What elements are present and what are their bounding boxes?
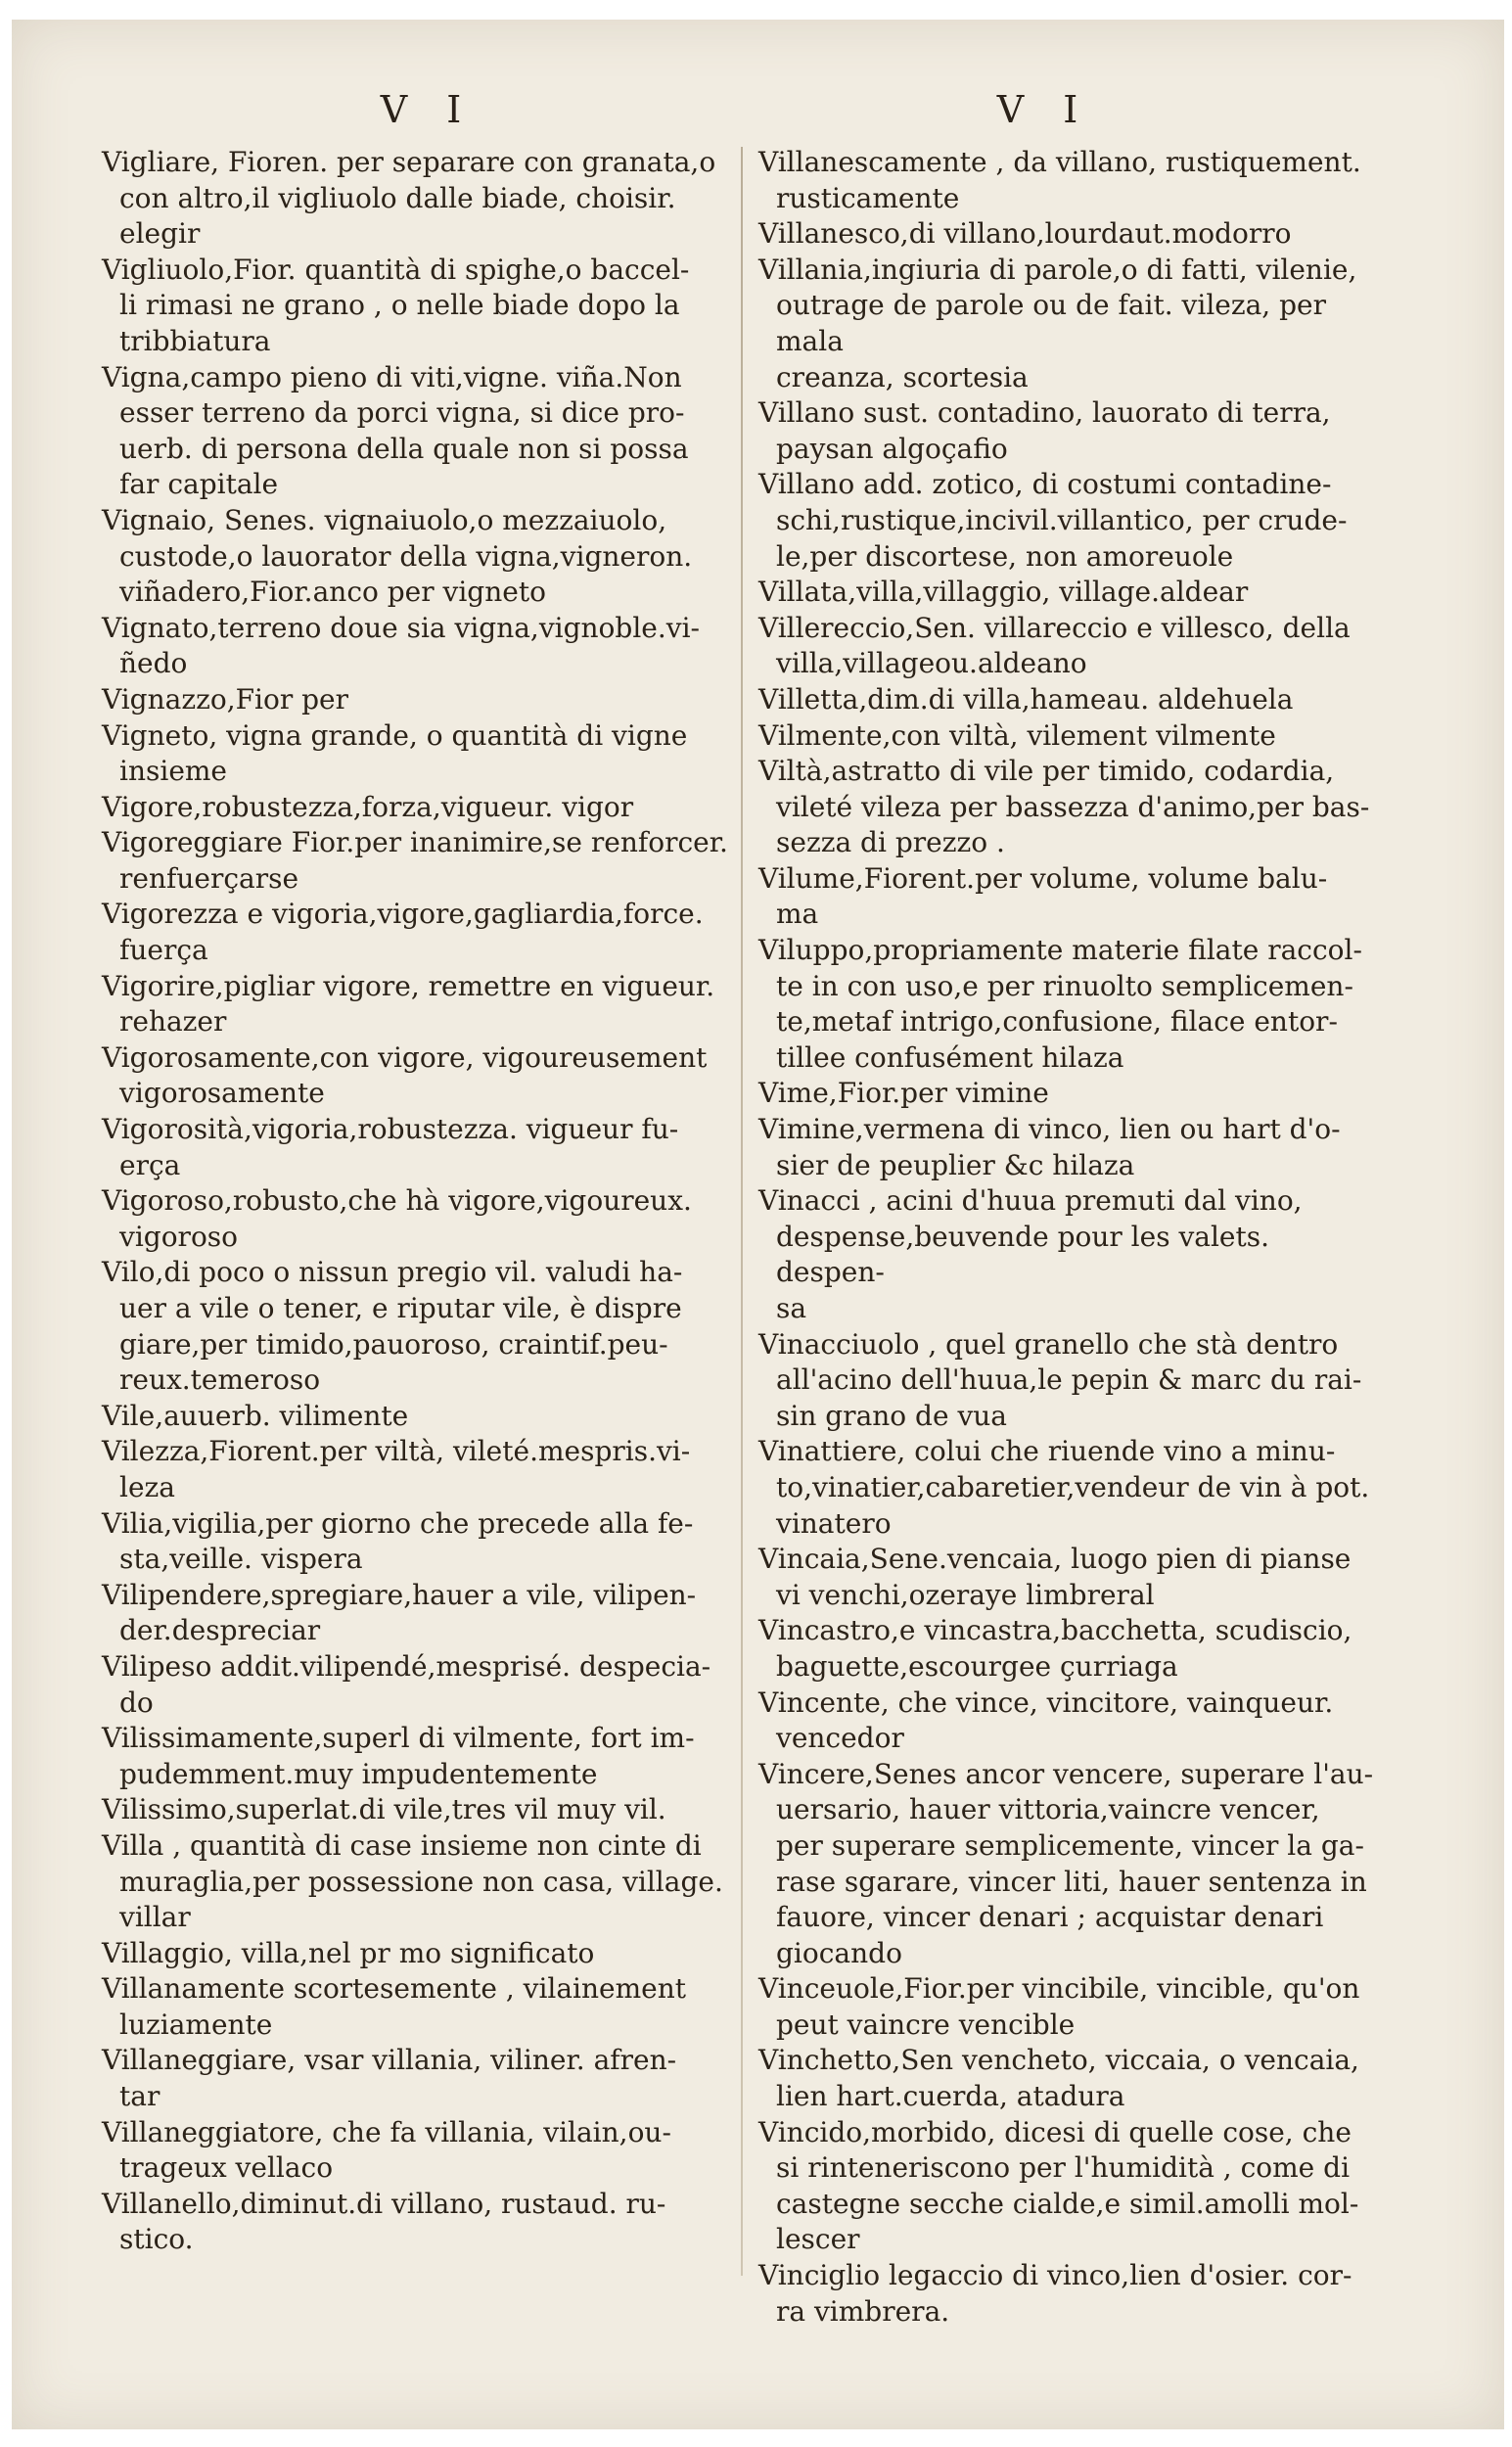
left-column [102, 145, 728, 2258]
entry-continuation: ñedo [119, 647, 188, 680]
entry-continuation: vinatero [776, 1506, 892, 1540]
entry-continuation: muraglia,per possessione non casa, village. [119, 1865, 723, 1898]
dictionary-entry [758, 467, 1385, 575]
entry-headline: Villanesco,di villano,lourdaut.modorro [758, 217, 1292, 251]
entry-headline: Vigliuolo,Fior. quantità di spighe,o baccel- [102, 253, 690, 286]
entry-continuation: der.despreciar [119, 1614, 321, 1647]
entry-headline: Vignazzo,Fior per [102, 682, 348, 716]
entry-continuation: sier de peuplier &c hilaza [776, 1148, 1135, 1181]
dictionary-entry [758, 682, 1385, 718]
dictionary-entry [102, 1434, 728, 1505]
entry-continuation: vigoroso [119, 1220, 239, 1253]
entry-continuation: li rimasi ne grano , o nelle biade dopo la [119, 289, 680, 322]
entry-continuation: custode,o lauorator della vigna,vigneron. [119, 539, 693, 573]
dictionary-entry [758, 1613, 1385, 1685]
entry-continuation: villar [119, 1901, 191, 1934]
dictionary-entry [102, 1399, 728, 1435]
dictionary-entry [102, 2187, 728, 2258]
dictionary-entry [102, 145, 728, 253]
dictionary-entry [758, 754, 1385, 861]
page-header-right: V I [996, 88, 1092, 131]
entry-headline: Vigore,robustezza,forza,vigueur. vigor [102, 790, 634, 823]
dictionary-entry [758, 861, 1385, 933]
entry-headline: Vigorezza e vigoria,vigore,gagliardia,force. [102, 898, 704, 931]
entry-headline: Villaggio, villa,nel pr mo significato [102, 1936, 595, 1969]
entry-continuation: schi,rustique,incivil.villantico, per crude- [776, 503, 1348, 536]
entry-headline: Vigoroso,robusto,che hà vigore,vigoureux. [102, 1184, 692, 1218]
dictionary-entry [102, 1183, 728, 1255]
dictionary-entry [758, 1685, 1385, 1757]
dictionary-entry [102, 2115, 728, 2187]
entry-continuation: esser terreno da porci vigna, si dice pro- [119, 396, 685, 430]
entry-headline: Vinciglio legaccio di vinco,lien d'osier. cor- [758, 2259, 1352, 2292]
dictionary-entry [758, 2258, 1385, 2330]
dictionary-entry [758, 2115, 1385, 2258]
entry-continuation: stico. [119, 2223, 194, 2256]
entry-continuation: vileté vileza per bassezza d'animo,per bas- [776, 790, 1370, 823]
entry-continuation: si rinteneriscono per l'humidità , come di [776, 2151, 1351, 2185]
dictionary-entry [102, 1936, 728, 1972]
dictionary-entry [102, 253, 728, 360]
dictionary-entry [758, 718, 1385, 755]
entry-continuation: do [119, 1685, 154, 1719]
entry-continuation: uersario, hauer vittoria,vaincre vencer, [776, 1793, 1320, 1826]
entry-continuation: giare,per timido,pauoroso, craintif.peu- [119, 1327, 668, 1361]
entry-continuation: elegir [119, 217, 201, 251]
right-column [758, 145, 1385, 2330]
entry-continuation: con altro,il vigliuolo dalle biade, choisir. [119, 181, 676, 214]
entry-headline: Vincaia,Sene.vencaia, luogo pien di pianse [758, 1543, 1352, 1576]
entry-headline: Villata,villa,villaggio, village.aldear [758, 576, 1249, 609]
entry-continuation: ma [776, 898, 819, 931]
entry-headline: Villa , quantità di case insieme non cinte di [102, 1828, 702, 1862]
entry-continuation: to,vinatier,cabaretier,vendeur de vin à pot. [776, 1470, 1370, 1503]
entry-headline: Villano sust. contadino, lauorato di terra, [758, 396, 1331, 430]
dictionary-entry [758, 1076, 1385, 1112]
entry-headline: Villereccio,Sen. villareccio e villesco, della [758, 611, 1351, 644]
entry-continuation: te in con uso,e per rinuolto semplicemen- [776, 969, 1353, 1002]
entry-headline: Villaneggiare, vsar villania, viliner. afren- [102, 2044, 677, 2077]
entry-headline: Vinacciuolo , quel granello che stà dentro [758, 1327, 1339, 1361]
dictionary-entry [758, 1542, 1385, 1613]
dictionary-entry [758, 2043, 1385, 2114]
entry-headline: Vinchetto,Sen vencheto, viccaia, o vencaia, [758, 2044, 1359, 2077]
dictionary-entry [102, 1792, 728, 1828]
dictionary-entry [102, 1040, 728, 1112]
entry-headline: Vile,auuerb. vilimente [102, 1399, 409, 1432]
entry-headline: Villetta,dim.di villa,hameau. aldehuela [758, 682, 1294, 716]
entry-continuation: rehazer [119, 1005, 227, 1039]
entry-continuation: lien hart.cuerda, atadura [776, 2080, 1125, 2113]
entry-headline: Vimine,vermena di vinco, lien ou hart d'o- [758, 1113, 1341, 1146]
entry-headline: Vilipendere,spregiare,hauer a vile, vilipen- [102, 1578, 697, 1611]
entry-headline: Vincido,morbido, dicesi di quelle cose, che [758, 2115, 1352, 2148]
entry-continuation: all'acino dell'huua,le pepin & marc du rai- [776, 1363, 1362, 1397]
entry-headline: Vigorosamente,con vigore, vigoureusement [102, 1040, 708, 1074]
entry-headline: Vilo,di poco o nissun pregio vil. valudi ha- [102, 1256, 683, 1289]
entry-continuation: per superare semplicemente, vincer la ga- [776, 1828, 1364, 1862]
dictionary-entry [102, 1578, 728, 1649]
entry-headline: Vinceuole,Fior.per vincibile, vincible, qu'on [758, 1972, 1360, 2006]
entry-continuation: ra vimbrera. [776, 2294, 950, 2328]
entry-continuation: rase sgarare, vincer liti, hauer sentenza in [776, 1865, 1367, 1898]
dictionary-entry [102, 790, 728, 826]
dictionary-entry [102, 1971, 728, 2043]
entry-headline: Vigliare, Fioren. per separare con granata,o [102, 146, 716, 178]
entry-headline: Vigna,campo pieno di viti,vigne. viña.Non [102, 360, 682, 393]
entry-headline: Vilmente,con viltà, vilement vilmente [758, 718, 1276, 752]
entry-headline: Vignaio, Senes. vignaiuolo,o mezzaiuolo, [102, 503, 667, 536]
dictionary-entry [102, 718, 728, 790]
entry-continuation: uer a vile o tener, e riputar vile, è dispre [119, 1292, 682, 1324]
entry-headline: Villaneggiatore, che fa villania, vilain,ou- [102, 2115, 671, 2148]
entry-continuation: sta,veille. vispera [119, 1543, 363, 1576]
dictionary-entry [758, 1971, 1385, 2043]
dictionary-entry [102, 897, 728, 968]
entry-continuation: viñadero,Fior.anco per vigneto [119, 576, 546, 609]
column-divider [741, 147, 743, 2276]
dictionary-entry [758, 145, 1385, 216]
entry-continuation: creanza, scortesia [776, 360, 1029, 393]
entry-headline: Vignato,terreno doue sia vigna,vignoble.vi- [102, 611, 700, 644]
entry-continuation: despense,beuvende pour les valets. despen- [776, 1220, 1270, 1289]
entry-continuation: tribbiatura [119, 324, 271, 357]
entry-continuation: renfuerçarse [119, 861, 299, 895]
dictionary-entry [758, 1757, 1385, 1972]
entry-continuation: insieme [119, 755, 228, 788]
dictionary-entry [102, 360, 728, 503]
entry-continuation: peut vaincre vencible [776, 2008, 1076, 2041]
entry-continuation: sezza di prezzo . [776, 826, 1005, 859]
entry-continuation: paysan algoçafio [776, 432, 1008, 465]
dictionary-entry [102, 825, 728, 897]
entry-headline: Villania,ingiuria di parole,o di fatti, vilenie, [758, 253, 1357, 286]
entry-continuation: tillee confusément hilaza [776, 1040, 1124, 1074]
dictionary-entry [758, 395, 1385, 467]
entry-headline: Vinattiere, colui che riuende vino a minu- [758, 1435, 1336, 1468]
dictionary-entry [102, 1721, 728, 1792]
entry-headline: Vincere,Senes ancor vencere, superare l'au- [758, 1757, 1374, 1790]
dictionary-entry [102, 1112, 728, 1183]
entry-continuation: sin grano de vua [776, 1399, 1007, 1432]
entry-headline: Vigorire,pigliar vigore, remettre en vigueur. [102, 969, 715, 1002]
entry-headline: Vigorosità,vigoria,robustezza. vigueur fu- [102, 1113, 679, 1146]
entry-continuation: fauore, vincer denari ; acquistar denari [776, 1901, 1324, 1934]
dictionary-entry [758, 1112, 1385, 1183]
entry-continuation: pudemment.muy impudentemente [119, 1757, 598, 1790]
dictionary-entry [102, 611, 728, 682]
dictionary-entry [102, 1649, 728, 1721]
entry-headline: Vigneto, vigna grande, o quantità di vigne [102, 718, 688, 752]
dictionary-entry [102, 682, 728, 718]
entry-continuation: fuerça [119, 934, 208, 967]
entry-headline: Vime,Fior.per vimine [758, 1077, 1049, 1110]
entry-continuation: leza [119, 1470, 175, 1503]
entry-continuation: erça [119, 1148, 181, 1181]
page-header-left: V I [380, 88, 476, 131]
entry-continuation: vi venchi,ozeraye limbreral [776, 1578, 1155, 1611]
entry-continuation: vencedor [776, 1722, 904, 1755]
book-page [12, 20, 1504, 2429]
dictionary-entry [102, 1506, 728, 1578]
dictionary-entry [758, 1327, 1385, 1435]
dictionary-entry [758, 216, 1385, 253]
entry-headline: Villanamente scortesemente , vilainement [102, 1972, 687, 2006]
entry-headline: Villano add. zotico, di costumi contadine- [758, 468, 1332, 501]
entry-headline: Vigoreggiare Fior.per inanimire,se renforcer. [102, 826, 728, 859]
entry-headline: Viluppo,propriamente materie filate raccol- [758, 934, 1362, 967]
dictionary-entry [758, 253, 1385, 395]
dictionary-entry [102, 969, 728, 1040]
dictionary-entry [102, 1828, 728, 1936]
entry-headline: Vincente, che vince, vincitore, vainqueur. [758, 1685, 1334, 1719]
entry-continuation: reux.temeroso [119, 1363, 321, 1397]
entry-continuation: uerb. di persona della quale non si possa [119, 432, 689, 465]
dictionary-entry [758, 933, 1385, 1076]
entry-continuation: outrage de parole ou de fait. vileza, per mala [776, 289, 1326, 357]
entry-headline: Vinacci , acini d'huua premuti dal vino, [758, 1184, 1303, 1218]
entry-continuation: baguette,escourgee çurriaga [776, 1649, 1178, 1683]
entry-headline: Vilissimamente,superl di vilmente, fort im- [102, 1722, 695, 1755]
entry-headline: Vilissimo,superlat.di vile,tres vil muy vil. [102, 1793, 666, 1826]
entry-continuation: villa,villageou.aldeano [776, 647, 1087, 680]
entry-continuation: tar [119, 2080, 160, 2113]
dictionary-entry [758, 611, 1385, 682]
dictionary-entry [102, 2043, 728, 2114]
entry-continuation: le,per discortese, non amoreuole [776, 539, 1234, 573]
dictionary-entry [758, 1434, 1385, 1542]
entry-headline: Villanescamente , da villano, rustiquement. [758, 146, 1361, 178]
dictionary-entry [102, 1255, 728, 1398]
entry-continuation: trageux vellaco [119, 2151, 334, 2185]
entry-headline: Viltà,astratto di vile per timido, codardia, [758, 755, 1335, 788]
entry-headline: Vilezza,Fiorent.per viltà, vileté.mespris.vi- [102, 1435, 691, 1468]
entry-headline: Vincastro,e vincastra,bacchetta, scudiscio, [758, 1614, 1352, 1647]
dictionary-entry [758, 575, 1385, 611]
entry-headline: Vilume,Fiorent.per volume, volume balu- [758, 861, 1328, 895]
entry-continuation: luziamente [119, 2008, 273, 2041]
entry-continuation: sa [776, 1292, 807, 1324]
entry-continuation: giocando [776, 1936, 902, 1969]
entry-headline: Vilia,vigilia,per giorno che precede alla fe- [102, 1506, 694, 1540]
entry-headline: Villanello,diminut.di villano, rustaud. ru- [102, 2187, 666, 2220]
entry-continuation: vigorosamente [119, 1077, 325, 1110]
entry-continuation: rusticamente [776, 181, 960, 214]
dictionary-entry [758, 1183, 1385, 1326]
entry-continuation: far capitale [119, 468, 279, 501]
entry-continuation: te,metaf intrigo,confusione, filace entor- [776, 1005, 1338, 1039]
entry-headline: Vilipeso addit.vilipendé,mesprisé. despecia- [102, 1649, 711, 1683]
dictionary-entry [102, 503, 728, 611]
entry-continuation: lescer [776, 2223, 860, 2256]
entry-continuation: castegne secche cialde,e simil.amolli mol- [776, 2187, 1359, 2220]
